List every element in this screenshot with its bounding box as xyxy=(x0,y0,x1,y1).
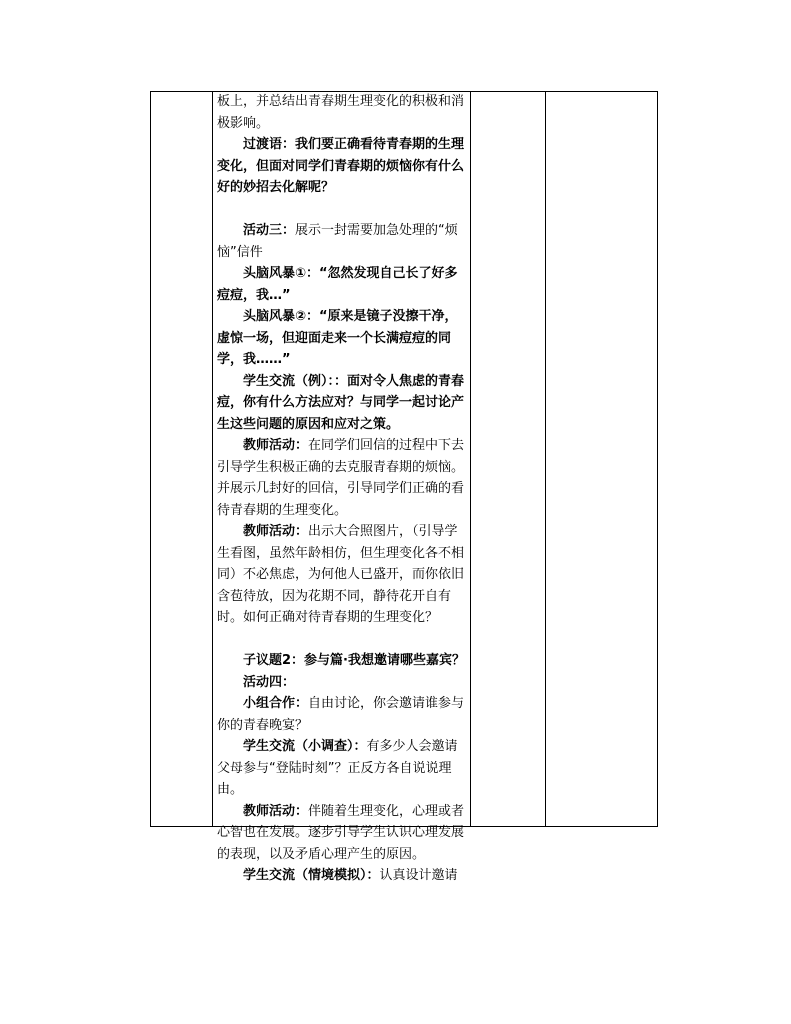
paragraph-p1 xyxy=(217,91,469,134)
table-col-line-1 xyxy=(150,91,151,827)
paragraph-p13 xyxy=(217,801,469,866)
text-run: 在同学们回信的过程中下去引导学生积极正确的去克服青春期的烦恼。并展示几封好的回信，引导同学们正确的看待青春期的生理变化。 xyxy=(217,438,465,518)
bold-text-run: 活动三： xyxy=(243,223,296,238)
bold-text-run: 头脑风暴②：“原来是镜子没擦干净，虚惊一场，但迎面走来一个长满痘痘的同学，我……” xyxy=(217,309,458,367)
lesson-content-cell xyxy=(217,91,469,887)
text-run: 出示大合照图片，（引导学生看图，虽然年龄相仿，但生理变化各不相同）不必焦虑，为何他人已盛开，而你依旧含苞待放，因为花期不同，静待花开自有时。如何正确对待青春期的生理变化？ xyxy=(217,524,465,625)
paragraph-p9 xyxy=(217,650,469,672)
text-run: 自由讨论，你会邀请谁参与你的青春晚宴？ xyxy=(217,696,465,733)
text-run: 有多少人会邀请父母参与“登陆时刻”？正反方各自说说理由。 xyxy=(217,739,458,797)
text-run: 伴随着生理变化，心理或者心智也在发展。逐步引导学生认识心理发展的表现，以及矛盾心理产生的原因。 xyxy=(217,803,465,862)
bold-text-run: 教师活动： xyxy=(243,524,309,539)
bold-text-run: 教师活动： xyxy=(243,803,309,819)
paragraph-spacer xyxy=(217,629,469,651)
bold-text-run: 小组合作： xyxy=(243,696,309,711)
table-col-line-5 xyxy=(657,91,658,827)
paragraph-p2 xyxy=(217,134,469,199)
paragraph-p8 xyxy=(217,521,469,629)
paragraph-p11 xyxy=(217,693,469,736)
bold-text-run: 学生交流（例）：：面对令人焦虑的青春痘，你有什么方法应对？与同学一起讨论产生这些问题的原因和应对之策。 xyxy=(217,373,465,432)
text-run: 展示一封需要加急处理的“烦恼”信件 xyxy=(217,223,458,260)
bold-text-run: 教师活动： xyxy=(243,438,309,453)
table-col-line-2 xyxy=(212,91,213,827)
paragraph-p7 xyxy=(217,435,469,521)
bold-text-run: 头脑风暴①：“忽然发现自己长了好多痘痘，我…” xyxy=(217,266,458,303)
paragraph-p10 xyxy=(217,672,469,694)
bold-text-run: 学生交流（小调查）： xyxy=(243,739,367,754)
bold-text-run: 过渡语：我们要正确看待青春期的生理变化，但面对同学们青春期的烦恼你有什么好的妙招去化解呢？ xyxy=(217,137,465,195)
table-col-line-4 xyxy=(545,91,546,827)
paragraph-p14 xyxy=(217,865,469,887)
paragraph-spacer xyxy=(217,199,469,221)
paragraph-p4 xyxy=(217,263,469,306)
bold-text-run: 活动四： xyxy=(243,674,296,690)
table-col-line-3 xyxy=(470,91,471,827)
paragraph-p6 xyxy=(217,371,469,436)
paragraph-p12 xyxy=(217,736,469,801)
bold-text-run: 子议题2：参与篇·我想邀请哪些嘉宾？ xyxy=(243,653,465,668)
text-run: 板上，并总结出青春期生理变化的积极和消极影响。 xyxy=(217,94,465,131)
text-run: 认真设计邀请 xyxy=(379,868,458,883)
paragraph-p3 xyxy=(217,220,469,263)
bold-text-run: 学生交流（情境模拟）： xyxy=(243,868,380,883)
paragraph-p5 xyxy=(217,306,469,371)
